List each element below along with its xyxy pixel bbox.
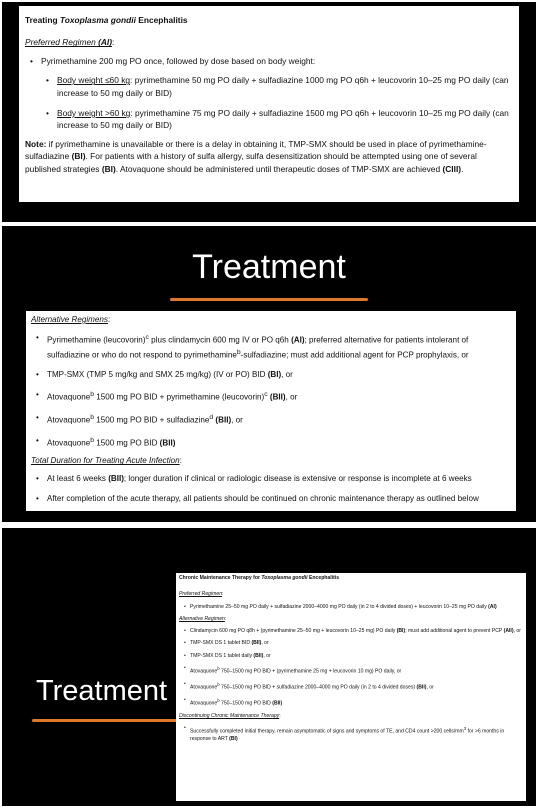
slide-heading: Treatment [36, 675, 168, 707]
preferred-regimen-heading: Preferred Regimen: [179, 591, 224, 598]
list-item: • At least 6 weeks (BII); longer duration if clinical or radiologic disease is extensive or response is incomplete at 6 weeks [31, 473, 512, 485]
list-item: • Successfully completed initial therapy, remain asymptomatic of signs and symptoms of TE, and CD4 count >200 cells/$mm^3$ for >6 months in response to ART (BI) [179, 725, 522, 743]
list-item: • Body weight ≤60 kg: pyrimethamine 50 mg PO daily + sulfadiazine 1000 mg PO q6h + leucovorin 10–25 mg PO daily (can increase to 50 mg daily or BID) [41, 74, 513, 99]
slide-heading: Treatment [192, 248, 346, 286]
panel-title: Chronic Maintenance Therapy for Toxoplasma gondii Encephalitis [179, 575, 340, 581]
list-item: • Atovaquone$^b$ 1500 mg PO BID (BII) [31, 435, 512, 450]
list-item: • After completion of the acute therapy, all patients should be continued on chronic maintenance therapy as outlined below [31, 493, 512, 505]
list-item: • Pyrimethamine 200 mg PO once, followed by dose based on body weight: [25, 55, 513, 67]
list-item: • Atovaquone$^b$ 750–1500 mg PO BID (BII) [179, 697, 522, 708]
heading-underline [32, 719, 180, 722]
slide-2 [2, 226, 536, 522]
duration-heading: Total Duration for Treating Acute Infection: [31, 456, 182, 466]
list-item: • TMP-SMX (TMP 5 mg/kg and SMX 25 mg/kg) (IV or PO) BID (BI), or [31, 369, 512, 381]
list-item: • Pyrimethamine 25–50 mg PO daily + sulfadiazine 2000–4000 mg PO daily (in 2 to 4 divided doses) + leucovorin 10–25 mg PO daily (AI) [179, 604, 522, 611]
alternative-regimen-heading: Alternative Regimen: [179, 615, 227, 622]
list-item: • Atovaquone$^b$ 1500 mg PO BID + sulfadiazine$^d$ (BII), or [31, 412, 512, 427]
panel-title: Treating Toxoplasma gondii Encephalitis [25, 15, 188, 25]
list-item: • Atovaquone$^b$ 1500 mg PO BID + pyrimethamine (leucovorin)$^c$ (BII), or [31, 389, 512, 404]
list-item: • Body weight >60 kg: pyrimethamine 75 mg PO daily + sulfadiazine 1500 mg PO q6h + leucovorin 10–25 mg PO daily (can increase to 50 mg daily or BID) [41, 107, 513, 132]
discontinuing-heading: Discontinuing Chronic Maintenance Therapy: [179, 713, 281, 720]
list-item: • Atovaquone$^b$ 750–1500 mg PO BID + (pyrimethamine 25 mg + leucovorin 10 mg) PO daily, or [179, 665, 522, 676]
alternative-regimens-panel [26, 311, 516, 511]
list-item: • Pyrimethamine (leucovorin)$^c$ plus clindamycin 600 mg IV or PO q6h (AI); preferred alternative for patients intolerant of sulfadiazine or who do not respond to pyrimethamine$^b$-sulfadiazine; must add additional agent for PCP prophylaxis, or [31, 332, 512, 361]
list-item: • TMP-SMX DS 1 tablet BID (BII), or [179, 640, 522, 647]
slide-1 [2, 2, 536, 222]
alternative-regimens-heading: Alternative Regimens: [31, 315, 111, 324]
preferred-regimen-panel [19, 6, 519, 202]
slide-3 [2, 528, 536, 806]
heading-underline [170, 298, 368, 301]
note-paragraph: Note: if pyrimethamine is unavailable or there is a delay in obtaining it, TMP-SMX should be used in place of pyrimethamine-sulfadiazine (BI). For patients with a history of sulfa allergy, sulfa desensitization should be attempted using one of several published strategies (BI). Atovaquone should be administered until therapeutic doses of TMP-SMX are achieved (CIII). [25, 138, 487, 174]
list-item: • Atovaquone$^b$ 750–1500 mg PO BID + sulfadiazine 2000–4000 mg PO daily (in 2 to 4 divided doses) (BII), or [179, 681, 522, 692]
preferred-regimen-heading: Preferred Regimen (AI): [25, 37, 115, 48]
list-item: • Clindamycin 600 mg PO q8h + (pyrimethamine 25–50 mg + leucovorin 10–25 mg) PO daily (BI); must add additional agent to prevent PCP (AII), or [179, 628, 522, 635]
list-item: • TMP-SMX DS 1 tablet daily (BII), or [179, 653, 522, 660]
chronic-maintenance-panel [176, 573, 526, 801]
